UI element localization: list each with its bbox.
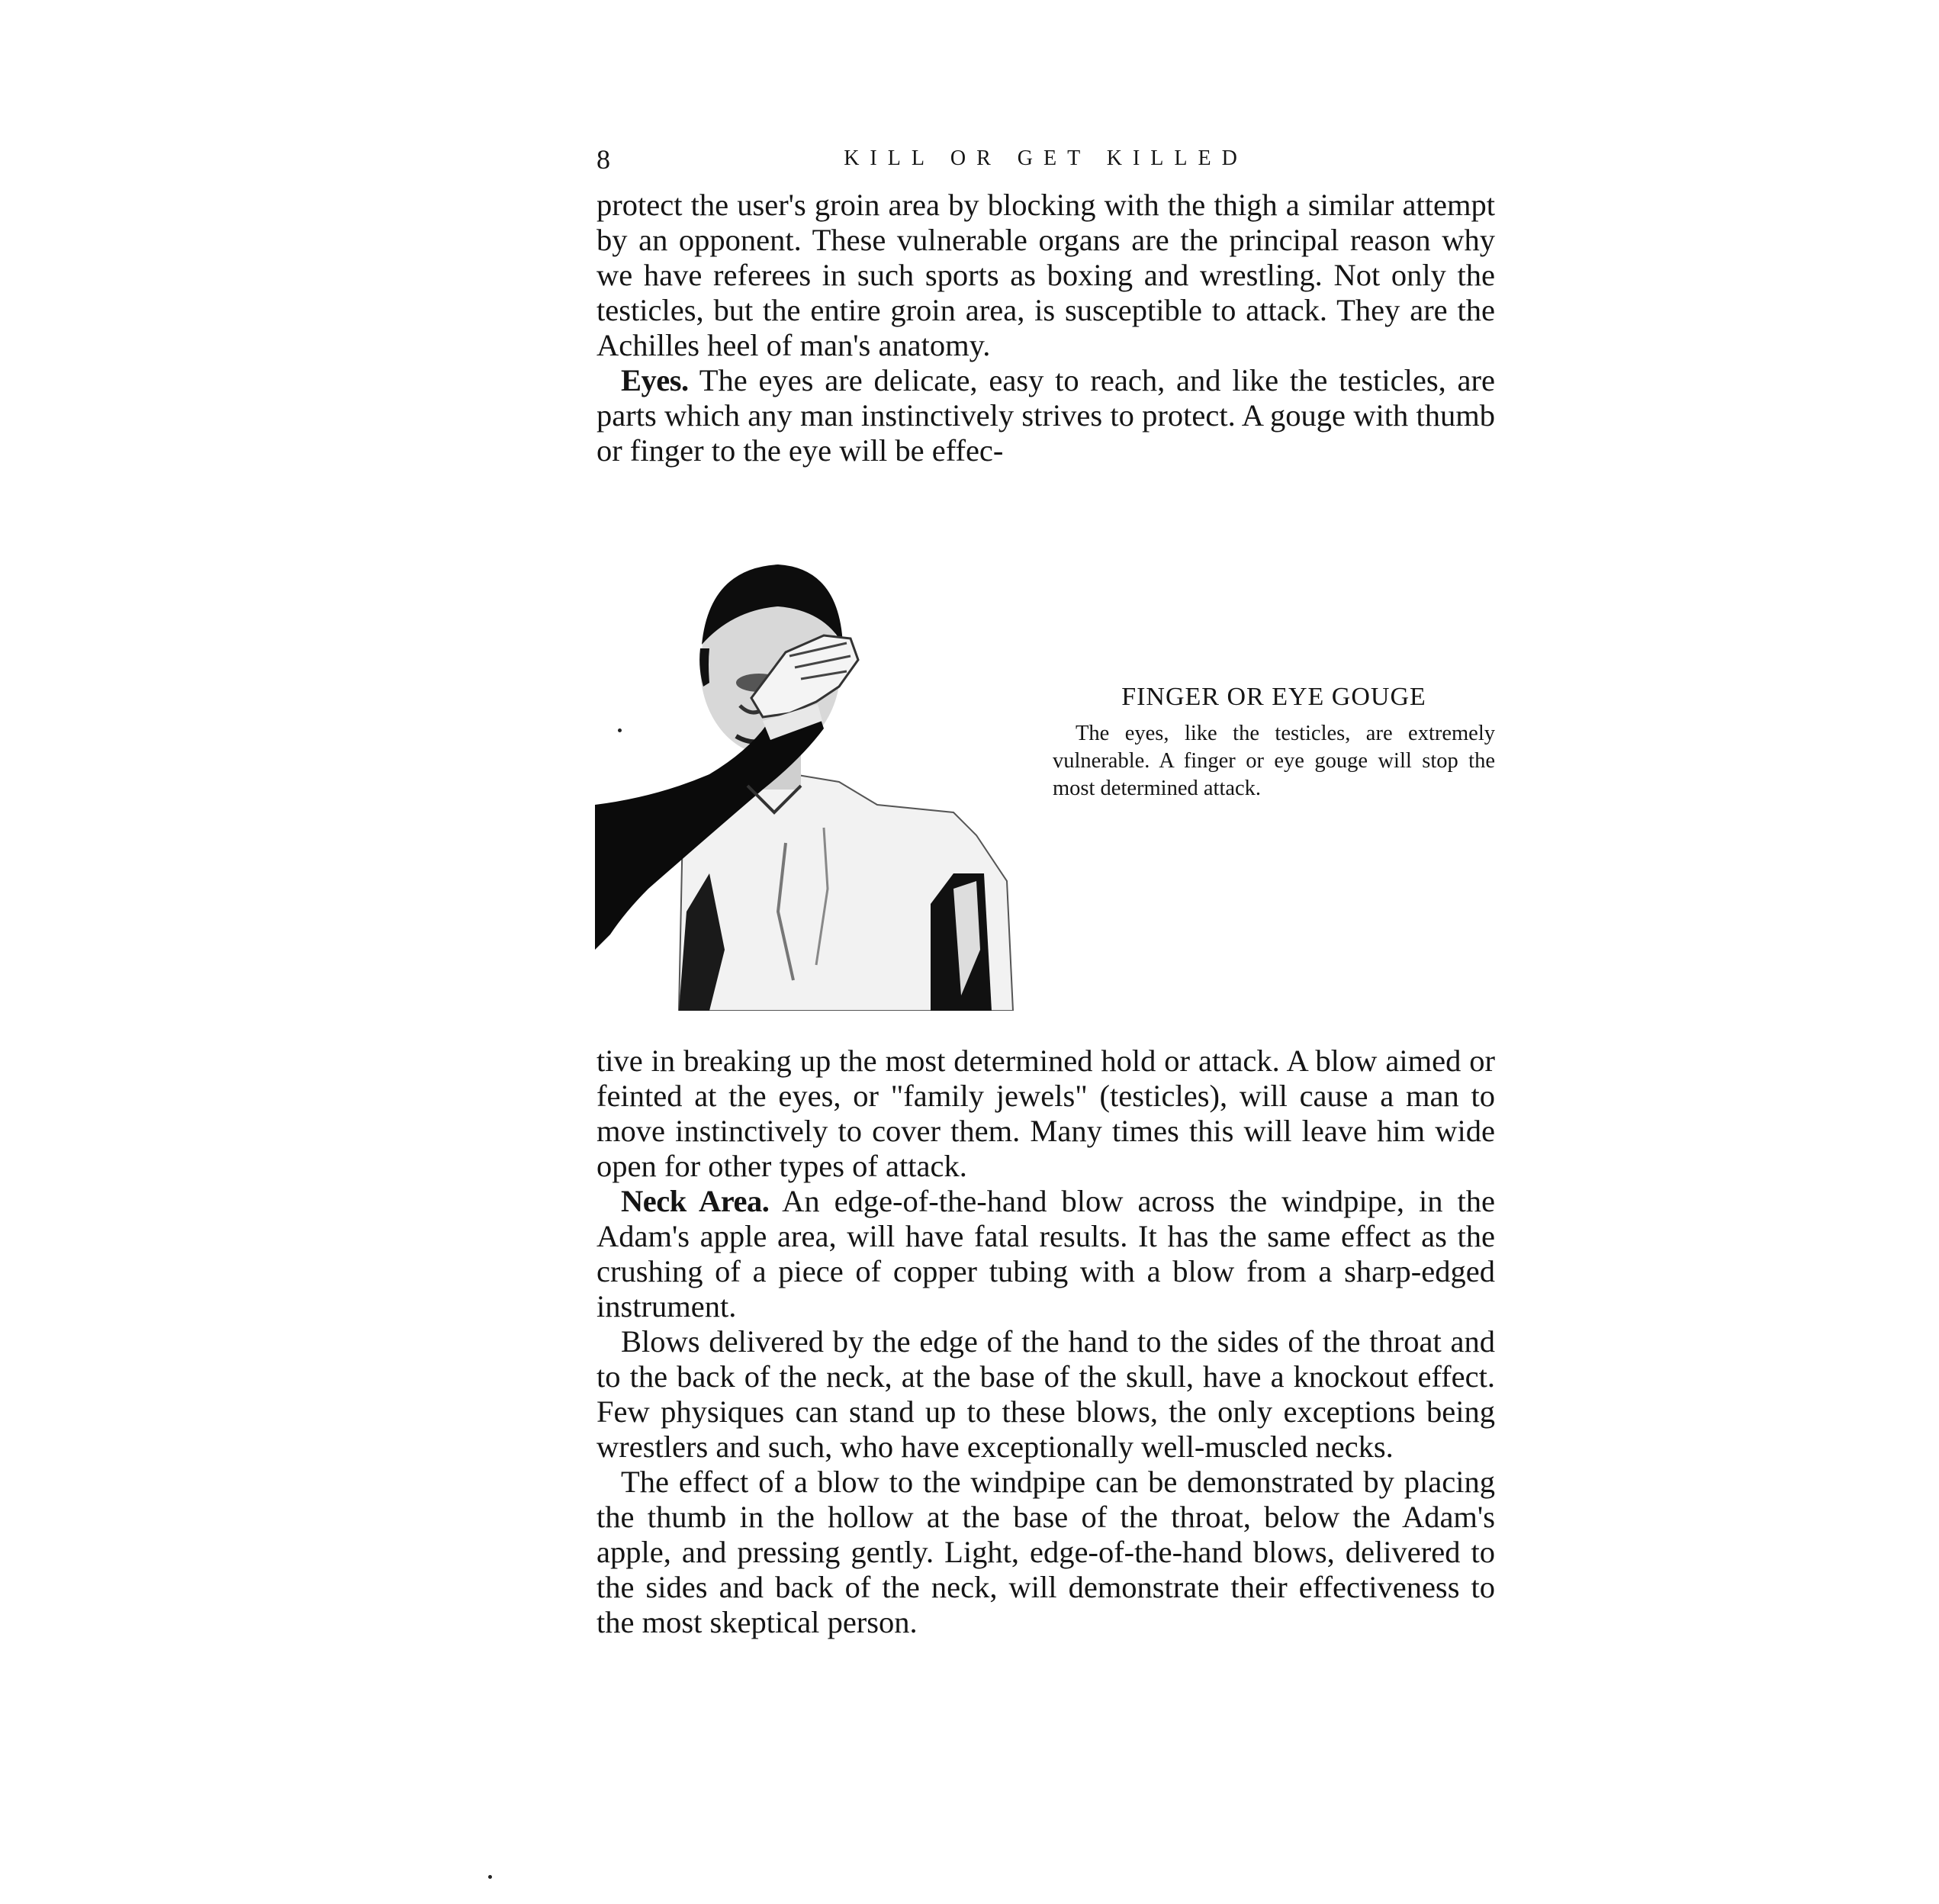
caption-title: FINGER OR EYE GOUGE [1121,683,1426,711]
paragraph-eyes [596,363,1495,468]
eye-gouge-photo [595,553,1022,1011]
eye-gouge-illustration [595,553,1022,1011]
paragraph-continued: tive in breaking up the most determined hold or attack. A blow aimed or feinted at the eyes, or "family jewels" (testicles), will cause a man to move instinctively to cover them. Many times this will leave him wide open for other types of attack. [596,1044,1495,1183]
paragraph-demonstration: The effect of a blow to the windpipe can be demonstrated by placing the thumb in the hollow at the base of the throat, below the Adam's apple, and pressing gently. Light, edge-of-the-hand blows, delivered to the sides and back of the neck, will demonstrate their effectiveness to the most skeptical person. [596,1465,1495,1639]
neck-text: An edge-of-the-hand blow across the windpipe, in the Adam's apple area, will have fatal results. It has the same effect as the crushing of a piece of copper tubing with a blow from a sharp-edged instrument. [596,1184,1495,1323]
scan-speck [488,1875,492,1879]
caption-body: The eyes, like the testicles, are extremely vulnerable. A finger or eye gouge will stop the most determined attack. [1053,722,1495,800]
scan-speck [618,728,622,732]
body-text-top [596,188,1495,468]
paragraph-blows: Blows delivered by the edge of the hand to the sides of the throat and to the back of the neck, at the base of the skull, have a knockout effect. Few physiques can stand up to these blows, the only exceptions being wrestlers and such, who have exceptionally well-muscled necks. [596,1324,1495,1464]
paragraph-groin: protect the user's groin area by blocking with the thigh a similar attempt by an opponent. These vulnerable organs are the principal reason why we have referees in such sports as boxing and wrestling. Not only the testicles, but the entire groin area, is susceptible to attack. They are the Achilles heel of man's anatomy. [596,188,1495,362]
page-header [596,143,1495,182]
neck-run-in-heading: Neck Area. [621,1184,770,1218]
eyes-text: The eyes are delicate, easy to reach, and like the testicles, are parts which any man instinctively strives to protect. A gouge with thumb or finger to the eye will be effec- [596,363,1495,468]
running-title: KILL OR GET KILLED [844,146,1248,170]
page-number: 8 [596,144,610,175]
paragraph-neck-area [596,1184,1495,1324]
figure-caption [1053,680,1495,802]
body-text-bottom [596,1044,1495,1640]
eyes-run-in-heading: Eyes. [621,363,689,397]
